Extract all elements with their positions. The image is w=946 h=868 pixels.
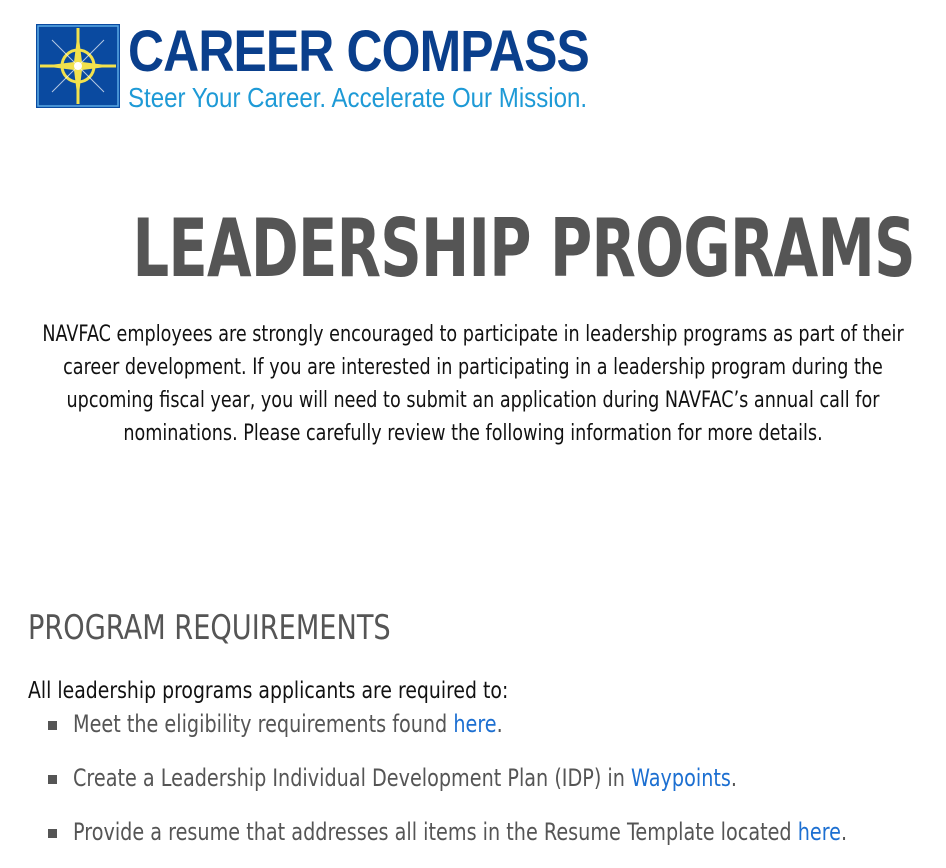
page-title: LEADERSHIP PROGRAMS	[132, 202, 915, 295]
brand-name: CAREER COMPASS	[128, 19, 589, 84]
requirement-label: Provide a resume that addresses all items in the Resume Template located	[73, 818, 798, 846]
square-bullet-icon	[48, 775, 57, 784]
requirement-text	[73, 706, 503, 742]
requirement-label: Create a Leadership Individual Development Plan (IDP) in	[73, 764, 632, 792]
intro-paragraph	[20, 318, 926, 450]
square-bullet-icon	[48, 721, 57, 730]
square-bullet-icon	[48, 829, 57, 838]
compass-logo-icon[interactable]	[36, 24, 120, 108]
intro-text: NAVFAC employees are strongly encouraged to participate in leadership programs as part of their career development. If you are interested in participating in a leadership program during the upcoming fiscal year, you will need to submit an application during NAVFAC’s annual call for nominations. Please carefully review the following information for more details.	[42, 322, 904, 446]
requirement-suffix: .	[841, 818, 848, 846]
site-header	[36, 19, 636, 113]
requirement-text	[73, 814, 847, 850]
waypoints-link[interactable]: Waypoints	[631, 764, 731, 792]
requirement-suffix: .	[496, 710, 503, 738]
resume-template-here-link[interactable]: here	[797, 818, 841, 846]
eligibility-here-link[interactable]: here	[453, 710, 497, 738]
requirements-intro: All leadership programs applicants are required to:	[28, 678, 509, 704]
requirement-label: Meet the eligibility requirements found	[73, 710, 454, 738]
brand-tagline: Steer Your Career. Accelerate Our Mission.	[128, 82, 588, 113]
requirement-suffix: .	[730, 764, 738, 792]
requirement-text	[73, 760, 737, 796]
program-requirements-heading: PROGRAM REQUIREMENTS	[28, 608, 391, 648]
